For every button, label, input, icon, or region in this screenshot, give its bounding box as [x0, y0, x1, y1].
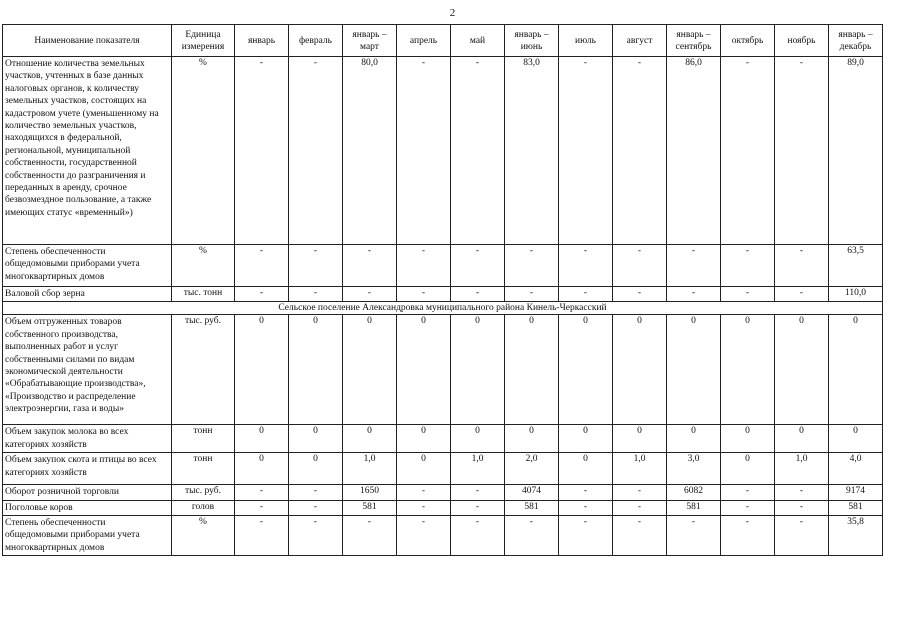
indicator-value: 0 — [667, 425, 721, 453]
indicator-value: 0 — [397, 315, 451, 425]
indicator-value: 1,0 — [775, 453, 829, 485]
indicator-value: - — [451, 245, 505, 287]
indicator-value: - — [289, 500, 343, 515]
indicator-value: - — [343, 287, 397, 302]
indicator-value: - — [505, 245, 559, 287]
indicator-value: 0 — [343, 315, 397, 425]
indicator-value: 2,0 — [505, 453, 559, 485]
header-period: январь – март — [343, 25, 397, 57]
indicator-value: 0 — [235, 453, 289, 485]
indicator-value: - — [613, 516, 667, 556]
indicator-value: 1,0 — [343, 453, 397, 485]
indicator-value: - — [721, 287, 775, 302]
table-row — [3, 57, 883, 245]
indicator-value: 0 — [721, 453, 775, 485]
indicator-value: - — [397, 485, 451, 500]
header-period: октябрь — [721, 25, 775, 57]
indicator-value: 0 — [559, 425, 613, 453]
indicator-value: 0 — [289, 453, 343, 485]
indicator-value: 0 — [559, 315, 613, 425]
indicator-value: - — [289, 57, 343, 245]
indicator-value: 1,0 — [613, 453, 667, 485]
indicator-value: - — [775, 485, 829, 500]
indicator-value: - — [397, 287, 451, 302]
table-row — [3, 287, 883, 302]
header-period: май — [451, 25, 505, 57]
indicator-value: - — [559, 57, 613, 245]
indicator-value: - — [775, 500, 829, 515]
indicator-value: 4074 — [505, 485, 559, 500]
indicator-value: - — [235, 485, 289, 500]
section-row — [3, 302, 883, 315]
table-row — [3, 516, 883, 556]
indicator-value: - — [505, 516, 559, 556]
indicator-value: - — [613, 485, 667, 500]
header-unit: Единица измерения — [172, 25, 235, 57]
indicator-value: 0 — [667, 315, 721, 425]
section-body — [3, 302, 883, 315]
indicator-name: Объем отгруженных товаров собственного производства, выполненных работ и услуг собственными силами по видам экономической деятельности «Обрабатывающие производства», «Производство и распределение электроэнергии, газа и воды» — [3, 315, 172, 425]
header-period: август — [613, 25, 667, 57]
indicator-value: - — [235, 287, 289, 302]
indicator-value: 0 — [613, 315, 667, 425]
indicator-unit: % — [172, 57, 235, 245]
indicator-value: 581 — [343, 500, 397, 515]
indicator-value: - — [775, 57, 829, 245]
indicator-value: - — [397, 245, 451, 287]
header-period: февраль — [289, 25, 343, 57]
indicator-value: 1650 — [343, 485, 397, 500]
table-body-top — [3, 57, 883, 302]
indicator-value: - — [613, 57, 667, 245]
indicator-value: - — [343, 245, 397, 287]
table-row — [3, 425, 883, 453]
indicator-value: 0 — [559, 453, 613, 485]
indicator-value: - — [397, 516, 451, 556]
indicator-value: - — [559, 287, 613, 302]
indicator-value: 6082 — [667, 485, 721, 500]
indicator-value: 80,0 — [343, 57, 397, 245]
indicator-value: - — [343, 516, 397, 556]
indicator-value: - — [289, 287, 343, 302]
indicator-value: - — [775, 516, 829, 556]
indicator-value: 63,5 — [829, 245, 883, 287]
header-period: ноябрь — [775, 25, 829, 57]
indicator-value: 110,0 — [829, 287, 883, 302]
indicator-value: 581 — [505, 500, 559, 515]
indicator-value: 0 — [505, 425, 559, 453]
indicator-value: 0 — [721, 425, 775, 453]
indicator-value: - — [505, 287, 559, 302]
indicator-unit: тонн — [172, 425, 235, 453]
header-period: июль — [559, 25, 613, 57]
indicator-value: 86,0 — [667, 57, 721, 245]
indicator-value: - — [613, 500, 667, 515]
indicator-value: 0 — [829, 425, 883, 453]
indicator-value: - — [451, 485, 505, 500]
indicator-value: 0 — [397, 425, 451, 453]
table-row — [3, 500, 883, 515]
indicator-value: - — [667, 245, 721, 287]
section-title: Сельское поселение Александровка муниципального района Кинель-Черкасский — [3, 302, 883, 315]
indicator-value: - — [235, 245, 289, 287]
indicator-name: Объем закупок молока во всех категориях хозяйств — [3, 425, 172, 453]
indicator-value: 0 — [289, 425, 343, 453]
indicator-value: 0 — [775, 315, 829, 425]
indicator-name: Отношение количества земельных участков, учтенных в базе данных налоговых органов, к количеству земельных участков, состоящих на кадастровом учете (уменьшенному на количество земельных участков, находящихся в федеральной, региональной, муниципальной собственности, государственной собственности до разграничения и переданных в аренду, срочное безвозмездное пользование, а также имеющих статус «временный») — [3, 57, 172, 245]
indicator-value: - — [559, 516, 613, 556]
indicator-value: 0 — [451, 315, 505, 425]
indicator-value: - — [721, 516, 775, 556]
indicator-value: 4,0 — [829, 453, 883, 485]
indicator-value: - — [667, 287, 721, 302]
indicator-value: - — [613, 287, 667, 302]
indicator-value: 9174 — [829, 485, 883, 500]
indicator-value: - — [289, 245, 343, 287]
indicator-name: Степень обеспеченности общедомовыми приборами учета многоквартирных домов — [3, 516, 172, 556]
header-row — [3, 25, 883, 57]
indicator-value: 0 — [829, 315, 883, 425]
indicator-value: - — [559, 245, 613, 287]
header-name: Наименование показателя — [3, 25, 172, 57]
header-period: январь – сентябрь — [667, 25, 721, 57]
indicator-value: 0 — [505, 315, 559, 425]
indicator-value: 0 — [613, 425, 667, 453]
indicator-value: - — [721, 245, 775, 287]
indicator-value: - — [775, 287, 829, 302]
indicator-value: 83,0 — [505, 57, 559, 245]
page-number: 2 — [449, 7, 456, 19]
table-row — [3, 485, 883, 500]
table-row — [3, 453, 883, 485]
indicator-name: Степень обеспеченности общедомовыми приборами учета многоквартирных домов — [3, 245, 172, 287]
indicator-value: - — [559, 500, 613, 515]
indicator-value: - — [397, 57, 451, 245]
indicator-value: - — [235, 516, 289, 556]
indicator-value: - — [613, 245, 667, 287]
indicator-value: 1,0 — [451, 453, 505, 485]
indicator-name: Объем закупок скота и птицы во всех категориях хозяйств — [3, 453, 172, 485]
indicator-value: - — [721, 485, 775, 500]
indicator-value: - — [775, 245, 829, 287]
indicator-value: - — [451, 287, 505, 302]
indicator-value: - — [451, 57, 505, 245]
table-body-bottom — [3, 315, 883, 556]
indicator-value: 3,0 — [667, 453, 721, 485]
indicator-value: 89,0 — [829, 57, 883, 245]
indicator-value: 35,8 — [829, 516, 883, 556]
indicator-value: 0 — [235, 315, 289, 425]
indicator-value: 0 — [721, 315, 775, 425]
indicator-value: 0 — [343, 425, 397, 453]
indicator-value: - — [235, 500, 289, 515]
indicator-value: 0 — [451, 425, 505, 453]
indicator-name: Оборот розничной торговли — [3, 485, 172, 500]
indicator-name: Валовой сбор зерна — [3, 287, 172, 302]
indicator-unit: тыс. руб. — [172, 485, 235, 500]
header-period: январь – декабрь — [829, 25, 883, 57]
indicator-unit: тыс. тонн — [172, 287, 235, 302]
indicator-unit: % — [172, 245, 235, 287]
header-period: апрель — [397, 25, 451, 57]
indicator-unit: тыс. руб. — [172, 315, 235, 425]
header-period: январь — [235, 25, 289, 57]
indicator-value: - — [667, 516, 721, 556]
indicator-value: - — [397, 500, 451, 515]
table-row — [3, 245, 883, 287]
indicator-value: - — [559, 485, 613, 500]
indicator-value: 0 — [235, 425, 289, 453]
indicator-value: 0 — [775, 425, 829, 453]
indicator-value: 0 — [397, 453, 451, 485]
indicator-value: - — [235, 57, 289, 245]
indicator-value: - — [451, 500, 505, 515]
indicator-value: - — [721, 57, 775, 245]
indicators-table — [2, 24, 883, 556]
table-row — [3, 315, 883, 425]
indicator-value: 581 — [667, 500, 721, 515]
indicator-unit: % — [172, 516, 235, 556]
indicator-value: - — [289, 485, 343, 500]
indicator-value: - — [451, 516, 505, 556]
indicator-value: 0 — [289, 315, 343, 425]
indicator-unit: голов — [172, 500, 235, 515]
indicator-name: Поголовье коров — [3, 500, 172, 515]
indicator-value: - — [289, 516, 343, 556]
indicator-value: - — [721, 500, 775, 515]
header-period: январь – июнь — [505, 25, 559, 57]
indicator-unit: тонн — [172, 453, 235, 485]
indicator-value: 581 — [829, 500, 883, 515]
